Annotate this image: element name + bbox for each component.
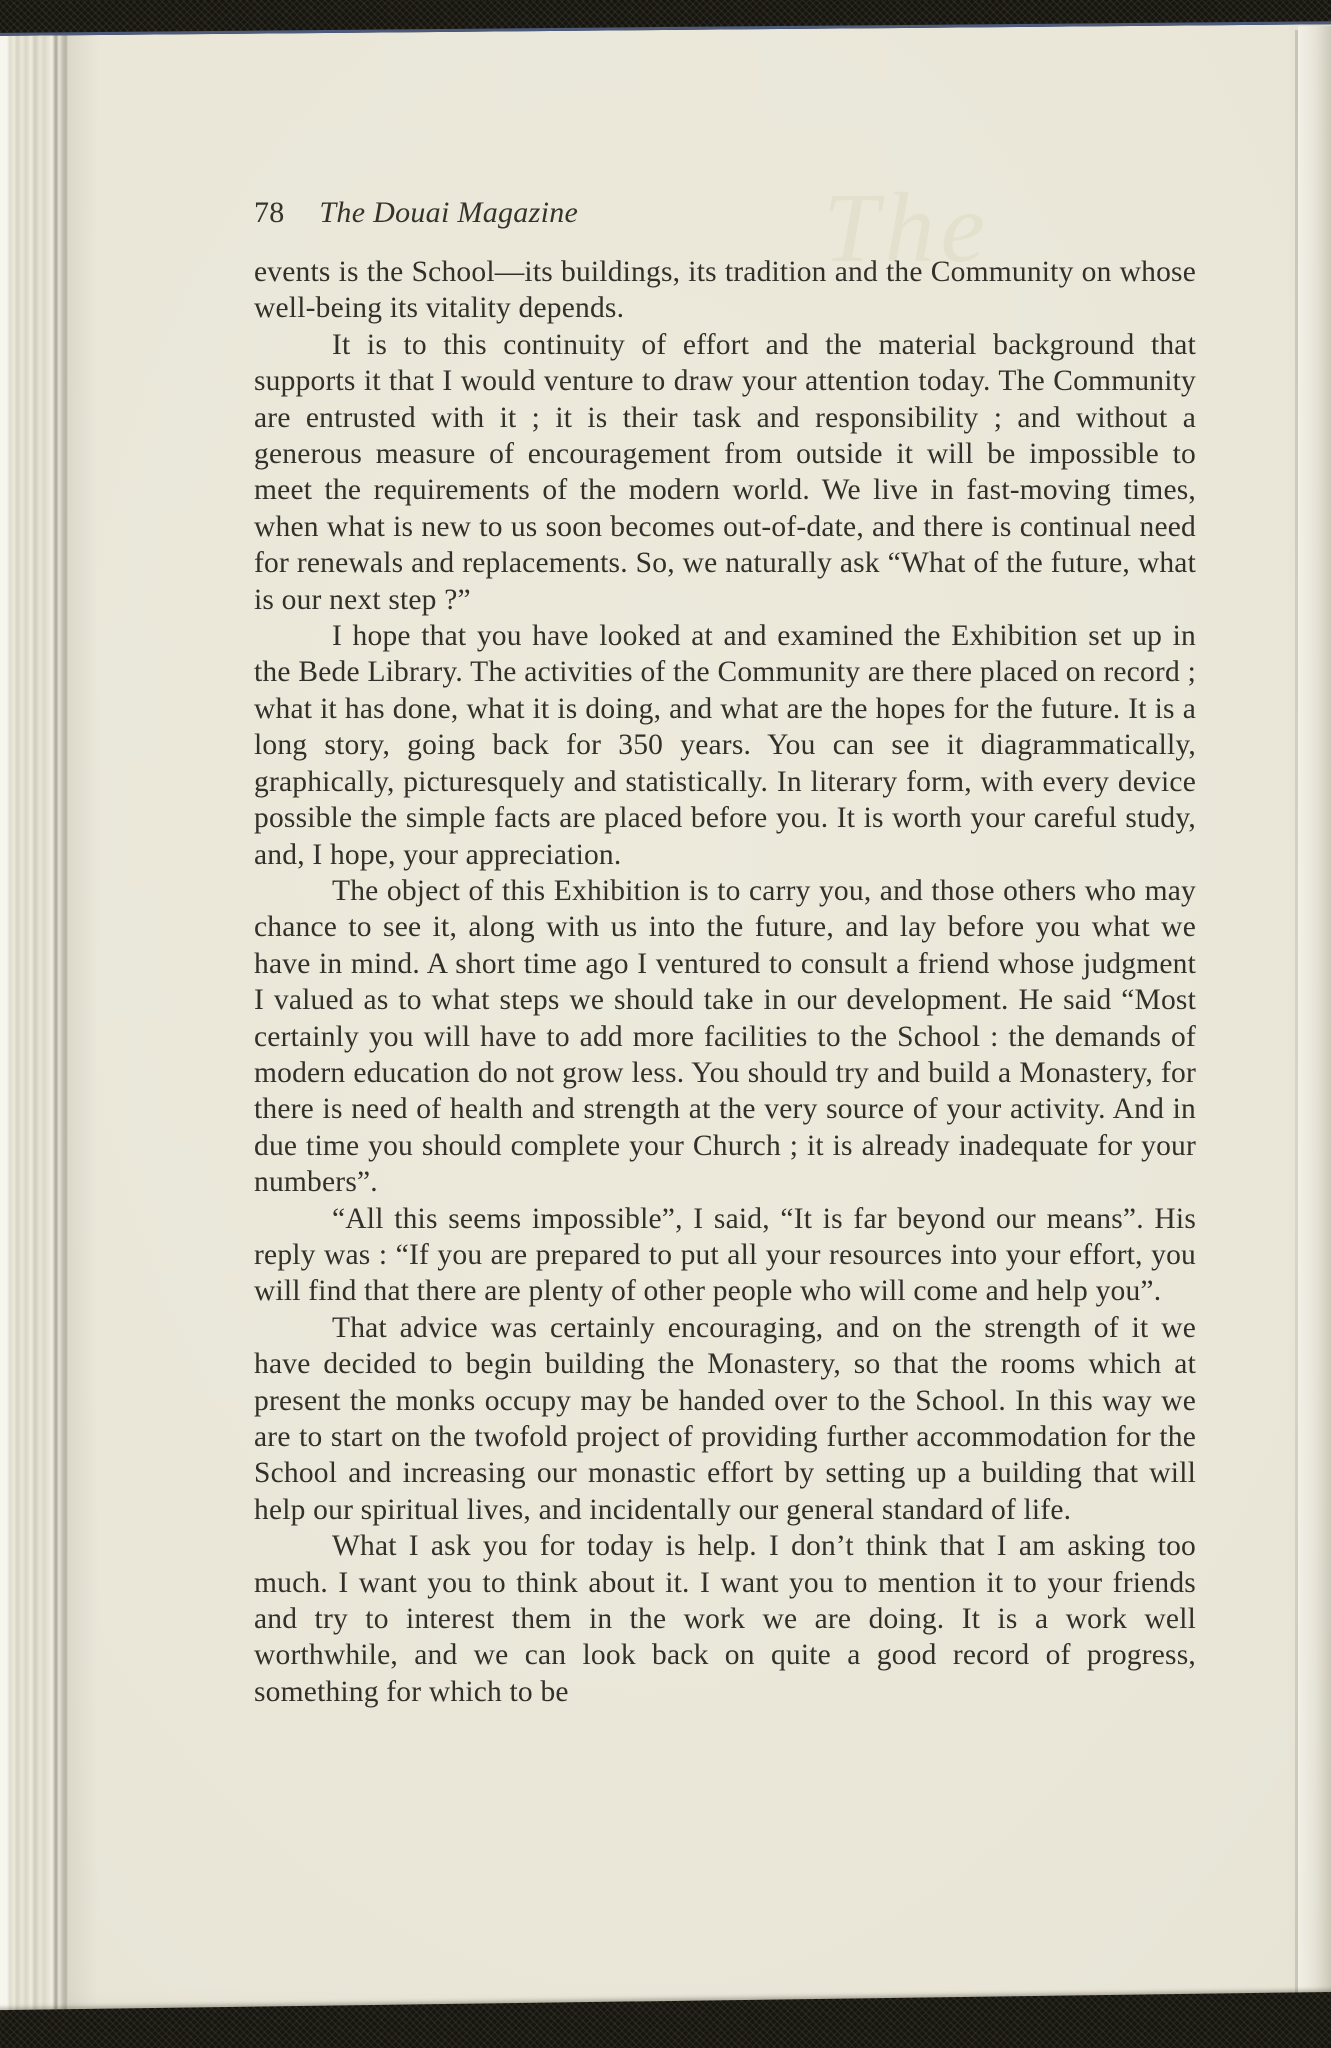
magazine-title: The Douai Magazine [319,196,579,229]
paragraph-1: events is the School—its buildings, its tradition and the Community on whose well-being its vitality depends. [254,256,1196,325]
book-page [68,0,1331,2048]
paragraph-2: It is to this continuity of effort and the material background that supports it that I would venture to draw your attention today. The Community are entrusted with it ; it is their task and responsibility ; and without a generous measure of encouragement from outside it will be impossible to meet the requirements of the modern world. We live in fast-moving times, when what is new to us soon becomes out-of-date, and there is continual need for renewals and replacements. So, we naturally ask “What of the future, what is our next step ?” [254,328,1196,616]
show-through-text: The [823,172,991,283]
page-edge-stack [0,24,68,2018]
right-page-edge [1298,26,1331,2008]
text-column [254,254,1196,1710]
paragraph-3: I hope that you have looked at and examined the Exhibition set up in the Bede Library. The activities of the Community are there placed on record ; what it has done, what it is doing, and what are the hopes for the future. It is a long story, going back for 350 years. You can see it diagrammatically, graphically, picturesquely and statistically. In literary form, with every device possible the simple facts are placed before you. It is worth your careful study, and, I hope, your appreciation. [254,620,1196,871]
page-header [254,196,578,230]
paragraph-4: The object of this Exhibition is to carry you, and those others who may chance to see it, along with us into the future, and lay before you what we have in mind. A short time ago I ventured to consult a friend whose judgment I valued as to what steps we should take in our development. He said “Most certainly you will have to add more facilities to the School : the demands of modern education do not grow less. You should try and build a Monastery, for there is need of health and strength at the very source of your activity. And in due time you should complete your Church ; it is already inadequate for your numbers”. [254,874,1196,1199]
paragraph-6: That advice was certainly encouraging, and on the strength of it we have decided to begin building the Monastery, so that the rooms which at present the monks occupy may be handed over to the School. In this way we are to start on the twofold project of providing further accommodation for the School and increasing our monastic effort by setting up a building that will help our spiritual lives, and incidentally our general standard of life. [254,1311,1196,1526]
paragraph-7: What I ask you for today is help. I don’t think that I am asking too much. I want you to think about it. I want you to mention it to your friends and try to interest them in the work we are doing. It is a work well worthwhile, and we can look back on quite a good record of progress, something for which to be [254,1530,1196,1708]
paragraph-5: “All this seems impossible”, I said, “It is far beyond our means”. His reply was : “If you are prepared to put all your resources into your effort, you will find that there are plenty of other people who will come and help you”. [254,1202,1196,1308]
page-number: 78 [254,196,285,229]
